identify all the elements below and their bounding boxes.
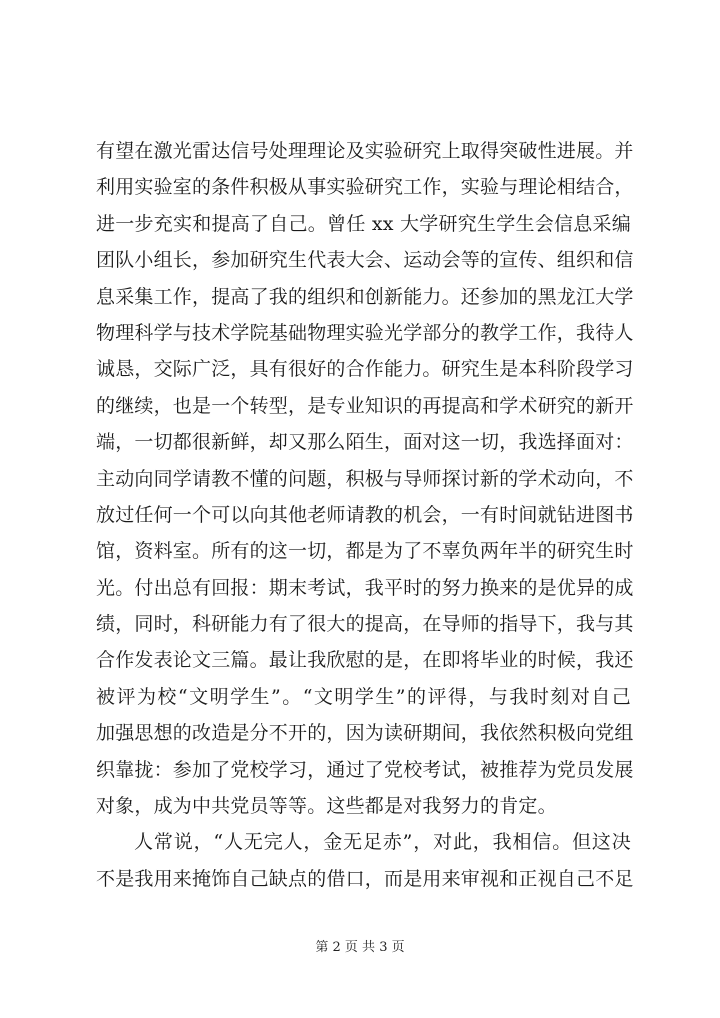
text-line: 绩，同时，科研能力有了很大的提高，在导师的指导下，我与其 bbox=[96, 613, 634, 636]
text-line: 的继续，也是一个转型，是专业知识的再提高和学术研究的新开 bbox=[96, 394, 634, 417]
text-line: 馆，资料室。所有的这一切，都是为了不辜负两年半的研究生时 bbox=[96, 540, 634, 563]
text-line: 诚恳，交际广泛，具有很好的合作能力。研究生是本科阶段学习 bbox=[96, 358, 634, 381]
text-line: 加强思想的改造是分不开的，因为读研期间，我依然积极向党组 bbox=[96, 722, 634, 745]
text-line: 进一步充实和提高了自己。曾任 xx 大学研究生学生会信息采编 bbox=[96, 212, 631, 235]
text-line: 不是我用来掩饰自己缺点的借口，而是用来审视和正视自己不足 bbox=[96, 867, 634, 890]
text-line: 被评为校“文明学生”。“文明学生”的评得，与我时刻对自己 bbox=[96, 685, 631, 708]
text-line: 息采集工作，提高了我的组织和创新能力。还参加的黑龙江大学 bbox=[96, 285, 634, 308]
text-line: 织靠拢：参加了党校学习，通过了党校考试，被推荐为党员发展 bbox=[96, 758, 634, 781]
text-line: 物理科学与技术学院基础物理实验光学部分的教学工作，我待人 bbox=[96, 321, 634, 344]
text-line: 团队小组长，参加研究生代表大会、运动会等的宣传、组织和信 bbox=[96, 249, 634, 272]
paragraph-start-line: 人常说，“人无完人，金无足赤”，对此，我相信。但这决 bbox=[134, 831, 631, 854]
text-line: 主动向同学请教不懂的问题，积极与导师探讨新的学术动向，不 bbox=[96, 467, 634, 490]
body-text bbox=[96, 133, 634, 897]
text-line: 放过任何一个可以向其他老师请教的机会，一有时间就钻进图书 bbox=[96, 503, 634, 526]
page-number-footer: 第 2 页 共 3 页 bbox=[315, 940, 405, 955]
text-line: 有望在激光雷达信号处理理论及实验研究上取得突破性进展。并 bbox=[96, 140, 634, 162]
text-line: 利用实验室的条件积极从事实验研究工作，实验与理论相结合， bbox=[96, 176, 634, 199]
text-line: 端，一切都很新鲜，却又那么陌生，面对这一切，我选择面对： bbox=[96, 431, 634, 454]
text-line: 光。付出总有回报：期末考试，我平时的努力换来的是优异的成 bbox=[96, 576, 634, 599]
text-line: 合作发表论文三篇。最让我欣慰的是，在即将毕业的时候，我还 bbox=[96, 649, 634, 672]
paragraph-end-line: 对象，成为中共党员等等。这些都是对我努力的肯定。 bbox=[96, 795, 557, 818]
